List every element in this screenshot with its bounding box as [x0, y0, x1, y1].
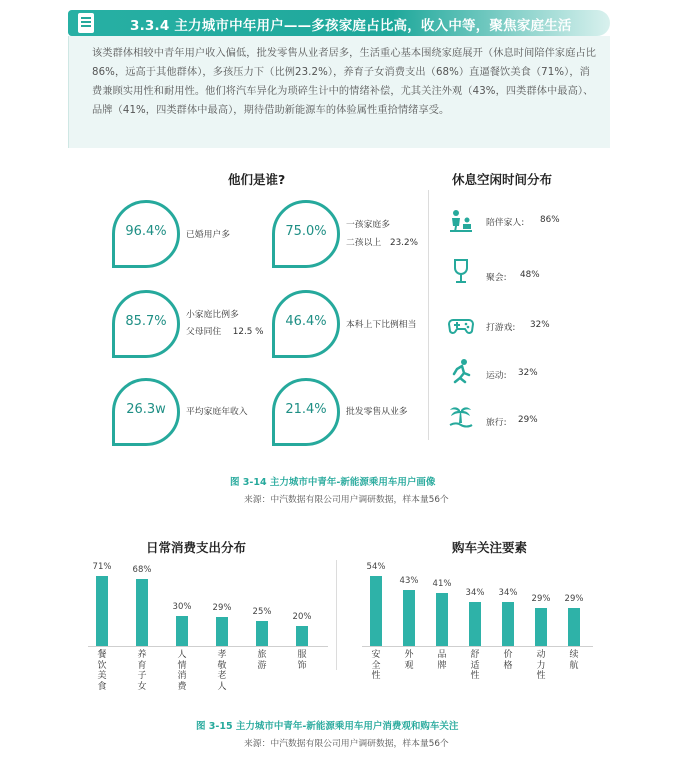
bar-value-label: 41% [432, 578, 452, 589]
document-icon [76, 12, 96, 34]
bar-category-label: 舒适性 [470, 650, 480, 681]
palm-tree-icon [448, 402, 474, 428]
bar [216, 617, 228, 646]
bar [568, 608, 580, 646]
chart-divider [336, 560, 337, 670]
leisure-value: 32% [518, 368, 538, 378]
profile-drop-2 [272, 200, 340, 268]
bar-value-label: 71% [92, 561, 112, 572]
consumption-bar-chart [80, 560, 330, 700]
bar-value-label: 29% [212, 603, 232, 614]
profile-value: 96.4% [125, 224, 167, 239]
leisure-title: 休息空闲时间分布 [452, 172, 553, 187]
intro-paragraph: 该类群体相较中青年用户收入偏低，批发零售从业者居多，生活重心基本围绕家庭展开（休息时间陪伴家庭占比86%，远高于其他群体），多孩压力下（比例23.2%），养育子女消费支出（68%）直逼餐饮美食（71%），消费兼顾实用性和耐用性。他们将汽车异化为琐碎生计中的情绪补偿，尤其关注外观（43%，四类群体中最高）、品牌（41%，四类群体中最高），期待借助新能源车的体验属性重拾情绪享受。 [92, 48, 597, 116]
profile-value: 26.3w [126, 402, 166, 417]
family-icon [448, 208, 474, 234]
bar-category-label: 价格 [503, 650, 513, 671]
leisure-label: 旅行: [486, 418, 507, 428]
leisure-value: 86% [540, 215, 560, 225]
purchase-factors-bar-chart [350, 560, 600, 700]
bar-category-label: 旅游 [257, 650, 267, 671]
profile-value: 75.0% [285, 224, 327, 239]
x-axis-line [362, 646, 593, 647]
figure-caption: 图 3-15 主力城市中青年-新能源乘用车用户消费观和购车关注 [196, 721, 459, 732]
bar [370, 576, 382, 646]
bar-value-label: 68% [132, 564, 152, 575]
bar-value-label: 34% [498, 587, 518, 598]
chart-title: 购车关注要素 [452, 540, 528, 555]
bar-value-label: 25% [252, 607, 272, 618]
bar [96, 576, 108, 646]
profile-label: 已婚用户多 [186, 230, 230, 240]
profile-drop-1 [112, 200, 180, 268]
chart-title: 日常消费支出分布 [146, 540, 247, 555]
leisure-label: 聚会: [486, 273, 507, 283]
bar [436, 593, 448, 646]
profile-label: 本科上下比例相当 [346, 320, 417, 330]
bar [535, 608, 547, 646]
bar [256, 621, 268, 646]
leisure-label: 打游戏: [486, 323, 516, 333]
figure-source: 来源：中汽数据有限公司用户调研数据，样本量56个 [244, 495, 449, 505]
bar-value-label: 20% [292, 612, 312, 623]
bar-category-label: 品牌 [437, 650, 447, 671]
x-axis-line [88, 646, 328, 647]
profile-label: 一孩家庭多 [346, 220, 390, 230]
bar-value-label: 54% [366, 561, 386, 572]
panel-divider [428, 190, 429, 440]
leisure-value: 32% [530, 320, 550, 330]
wine-glass-icon [448, 258, 474, 284]
bar-category-label: 续航 [569, 650, 579, 671]
bar-value-label: 29% [564, 594, 584, 605]
figure-caption: 图 3-14 主力城市中青年-新能源乘用车用户画像 [230, 477, 436, 488]
bar [469, 602, 481, 646]
profile-label-secondary: 二孩以上 23.2% [346, 238, 418, 248]
bar-category-label: 服饰 [297, 650, 307, 671]
bar-value-label: 43% [399, 576, 419, 587]
profile-drop-6 [272, 378, 340, 446]
profile-label: 批发零售从业多 [346, 407, 408, 417]
bar [502, 602, 514, 646]
profile-value: 85.7% [125, 314, 167, 329]
leisure-value: 48% [520, 270, 540, 280]
bar-value-label: 29% [531, 594, 551, 605]
bar-category-label: 孝敬老人 [217, 650, 227, 692]
bar [176, 616, 188, 646]
profile-drop-3 [112, 290, 180, 358]
figure-source: 来源：中汽数据有限公司用户调研数据，样本量56个 [244, 739, 449, 749]
leisure-label: 陪伴家人: [486, 218, 525, 228]
profile-value: 21.4% [285, 402, 327, 417]
bar-category-label: 人情消费 [177, 650, 187, 692]
leisure-label: 运动: [486, 371, 507, 381]
profile-label: 小家庭比例多 [186, 310, 239, 320]
bar [136, 579, 148, 646]
bar-category-label: 动力性 [536, 650, 546, 681]
profile-value: 46.4% [285, 314, 327, 329]
bar-category-label: 养育子女 [137, 650, 147, 692]
bar-category-label: 外观 [404, 650, 414, 671]
section-title: 3.3.4 主力城市中年用户——多孩家庭占比高，收入中等，聚焦家庭生活 [130, 18, 572, 34]
bar [296, 626, 308, 646]
profile-drop-5 [112, 378, 180, 446]
gamepad-icon [448, 312, 474, 338]
profile-label-secondary: 父母同住 12.5 % [186, 327, 264, 337]
bar [403, 590, 415, 646]
bar-value-label: 30% [172, 602, 192, 613]
bar-category-label: 安全性 [371, 650, 381, 681]
running-icon [448, 358, 474, 384]
profile-drop-4 [272, 290, 340, 358]
leisure-value: 29% [518, 415, 538, 425]
bar-value-label: 34% [465, 587, 485, 598]
bar-category-label: 餐饮美食 [97, 650, 107, 692]
profile-title: 他们是谁? [228, 172, 286, 187]
profile-label: 平均家庭年收入 [186, 407, 248, 417]
